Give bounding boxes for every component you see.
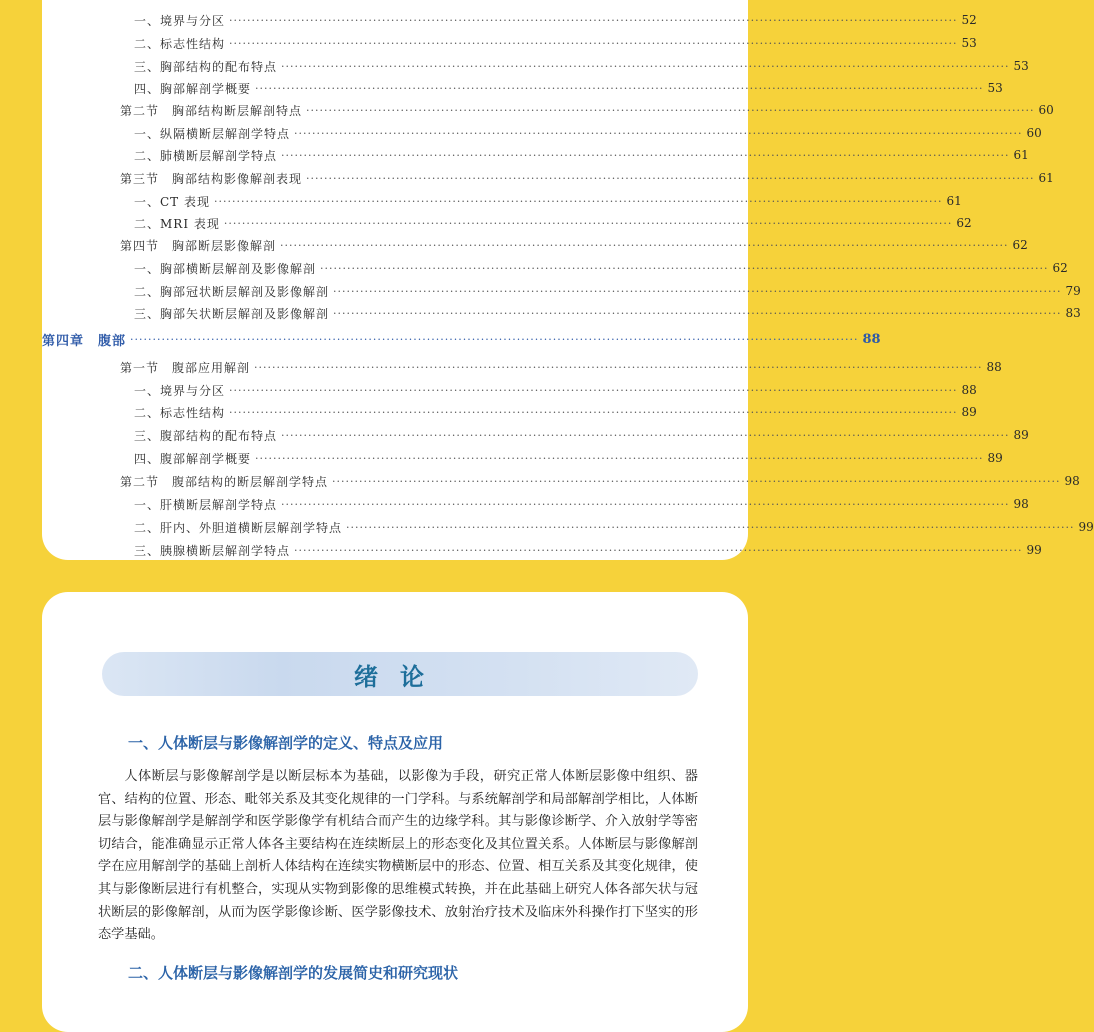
toc-item-entry bbox=[134, 494, 1029, 514]
chapter-title-banner bbox=[102, 652, 698, 696]
toc-leader-dots bbox=[255, 452, 983, 465]
toc-entry-title: 第二节 腹部结构的断层解剖学特点 bbox=[120, 474, 329, 489]
toc-page-number: 88 bbox=[862, 331, 881, 347]
toc-entry-title: 第四章 腹部 bbox=[42, 333, 127, 349]
toc-item-entry bbox=[134, 258, 1068, 278]
chapter-title: 绪论 bbox=[354, 661, 446, 691]
toc-chapter-entry bbox=[42, 329, 881, 349]
toc-page-number: 53 bbox=[987, 81, 1003, 95]
toc-page-number: 89 bbox=[1013, 428, 1029, 442]
toc-item-entry bbox=[134, 191, 962, 211]
toc-entry-title: 一、境界与分区 bbox=[134, 13, 226, 28]
toc-leader-dots bbox=[254, 361, 982, 374]
toc-item-entry bbox=[134, 281, 1081, 301]
toc-page-number: 99 bbox=[1078, 520, 1094, 534]
toc-page-number: 99 bbox=[1026, 543, 1042, 557]
toc-page-number: 60 bbox=[1038, 103, 1054, 117]
toc-entry-title: 第二节 胸部结构断层解剖特点 bbox=[120, 103, 303, 118]
toc-entry-title: 一、纵隔横断层解剖学特点 bbox=[134, 126, 291, 141]
toc-page-number: 98 bbox=[1064, 474, 1080, 488]
toc-leader-dots bbox=[130, 333, 858, 346]
toc-page-number: 62 bbox=[1012, 238, 1028, 252]
toc-entry-title: 四、腹部解剖学概要 bbox=[134, 451, 252, 466]
toc-leader-dots bbox=[281, 429, 1009, 442]
toc-item-entry bbox=[134, 425, 1029, 445]
toc-entry-title: 二、标志性结构 bbox=[134, 36, 226, 51]
toc-page-number: 52 bbox=[961, 13, 977, 27]
toc-entry-title: 第一节 腹部应用解剖 bbox=[120, 360, 251, 375]
section-heading-2: 二、人体断层与影像解剖学的发展简史和研究现状 bbox=[128, 964, 459, 982]
toc-leader-dots bbox=[281, 149, 1009, 162]
toc-entry-title: 一、胸部横断层解剖及影像解剖 bbox=[134, 261, 317, 276]
toc-item-entry bbox=[134, 123, 1042, 143]
toc-leader-dots bbox=[306, 172, 1034, 185]
section-heading-1: 一、人体断层与影像解剖学的定义、特点及应用 bbox=[128, 734, 444, 752]
toc-leader-dots bbox=[294, 127, 1022, 140]
toc-page-number: 98 bbox=[1013, 497, 1029, 511]
toc-leader-dots bbox=[214, 195, 942, 208]
toc-entry-title: 三、胸部矢状断层解剖及影像解剖 bbox=[134, 306, 330, 321]
toc-entry-title: 二、肝内、外胆道横断层解剖学特点 bbox=[134, 520, 343, 535]
toc-page-number: 83 bbox=[1065, 306, 1081, 320]
intro-card bbox=[42, 592, 748, 1032]
toc-entry-title: 四、胸部解剖学概要 bbox=[134, 81, 252, 96]
toc-page-number: 60 bbox=[1026, 126, 1042, 140]
toc-leader-dots bbox=[333, 307, 1061, 320]
toc-item-entry bbox=[134, 540, 1042, 560]
toc-leader-dots bbox=[306, 104, 1034, 117]
toc-leader-dots bbox=[229, 406, 957, 419]
toc-entry-title: 一、境界与分区 bbox=[134, 383, 226, 398]
toc-leader-dots bbox=[224, 217, 952, 230]
toc-leader-dots bbox=[294, 544, 1022, 557]
toc-leader-dots bbox=[281, 498, 1009, 511]
toc-item-entry bbox=[134, 448, 1003, 468]
toc-section-entry bbox=[120, 100, 1054, 120]
toc-entry-title: 一、CT 表现 bbox=[134, 194, 211, 209]
toc-leader-dots bbox=[333, 285, 1061, 298]
toc-page-number: 89 bbox=[987, 451, 1003, 465]
toc-item-entry bbox=[134, 402, 977, 422]
toc-item-entry bbox=[134, 303, 1081, 323]
toc-item-entry bbox=[134, 78, 1003, 98]
toc-leader-dots bbox=[229, 384, 957, 397]
toc-card bbox=[42, 0, 1094, 560]
toc-page-number: 61 bbox=[1013, 148, 1029, 162]
toc-leader-dots bbox=[255, 82, 983, 95]
toc-entry-title: 一、肝横断层解剖学特点 bbox=[134, 497, 278, 512]
toc-entry-title: 二、MRI 表现 bbox=[134, 216, 220, 231]
toc-page-number: 79 bbox=[1065, 284, 1081, 298]
toc-leader-dots bbox=[332, 475, 1060, 488]
toc-leader-dots bbox=[229, 37, 957, 50]
toc-leader-dots bbox=[346, 521, 1074, 534]
toc-page-number: 62 bbox=[1052, 261, 1068, 275]
toc-page-number: 61 bbox=[1038, 171, 1054, 185]
toc-entry-title: 二、标志性结构 bbox=[134, 405, 226, 420]
toc-leader-dots bbox=[280, 239, 1008, 252]
toc-page-number: 89 bbox=[961, 405, 977, 419]
toc-item-entry bbox=[134, 213, 972, 233]
toc-page-number: 88 bbox=[961, 383, 977, 397]
toc-page-number: 62 bbox=[956, 216, 972, 230]
toc-entry-title: 第三节 胸部结构影像解剖表现 bbox=[120, 171, 303, 186]
toc-entry-title: 三、胰腺横断层解剖学特点 bbox=[134, 543, 291, 558]
toc-item-entry bbox=[134, 10, 977, 30]
toc-page-number: 88 bbox=[986, 360, 1002, 374]
toc-leader-dots bbox=[229, 14, 957, 27]
toc-leader-dots bbox=[320, 262, 1048, 275]
toc-entry-title: 第四节 胸部断层影像解剖 bbox=[120, 238, 277, 253]
toc-item-entry bbox=[134, 33, 977, 53]
toc-section-entry bbox=[120, 471, 1080, 491]
toc-section-entry bbox=[120, 235, 1028, 255]
intro-paragraph: 人体断层与影像解剖学是以断层标本为基础，以影像为手段，研究正常人体断层影像中组织、器官、结构的位置、形态、毗邻关系及其变化规律的一门学科。与系统解剖学和局部解剖学相比，人体断层与影像解剖学是解剖学和医学影像学有机结合而产生的边缘学科。其与影像诊断学、介入放射学等密切结合，能准确显示正常人体各主要结构在连续断层上的形态变化及其位置关系。人体断层与影像解剖学在应用解剖学的基础上剖析人体结构在连续实物横断层中的形态、位置、相互关系及其变化规律，使其与影像断层进行有机整合，实现从实物到影像的思维模式转换，并在此基础上研究人体各部矢状与冠状断层的影像解剖，从而为医学影像诊断、医学影像技术、放射治疗技术及临床外科操作打下坚实的形态学基础。 bbox=[98, 769, 698, 943]
toc-page-number: 61 bbox=[946, 194, 962, 208]
toc-page-number: 53 bbox=[961, 36, 977, 50]
toc-section-entry bbox=[120, 357, 1002, 377]
toc-item-entry bbox=[134, 380, 977, 400]
toc-item-entry bbox=[134, 145, 1029, 165]
toc-entry-title: 二、胸部冠状断层解剖及影像解剖 bbox=[134, 284, 330, 299]
toc-section-entry bbox=[120, 168, 1054, 188]
toc-entry-title: 三、胸部结构的配布特点 bbox=[134, 59, 278, 74]
toc-leader-dots bbox=[281, 60, 1009, 73]
toc-entry-title: 二、肺横断层解剖学特点 bbox=[134, 148, 278, 163]
toc-entry-title: 三、腹部结构的配布特点 bbox=[134, 428, 278, 443]
toc-item-entry bbox=[134, 517, 1094, 537]
toc-item-entry bbox=[134, 56, 1029, 76]
toc-page-number: 53 bbox=[1013, 59, 1029, 73]
